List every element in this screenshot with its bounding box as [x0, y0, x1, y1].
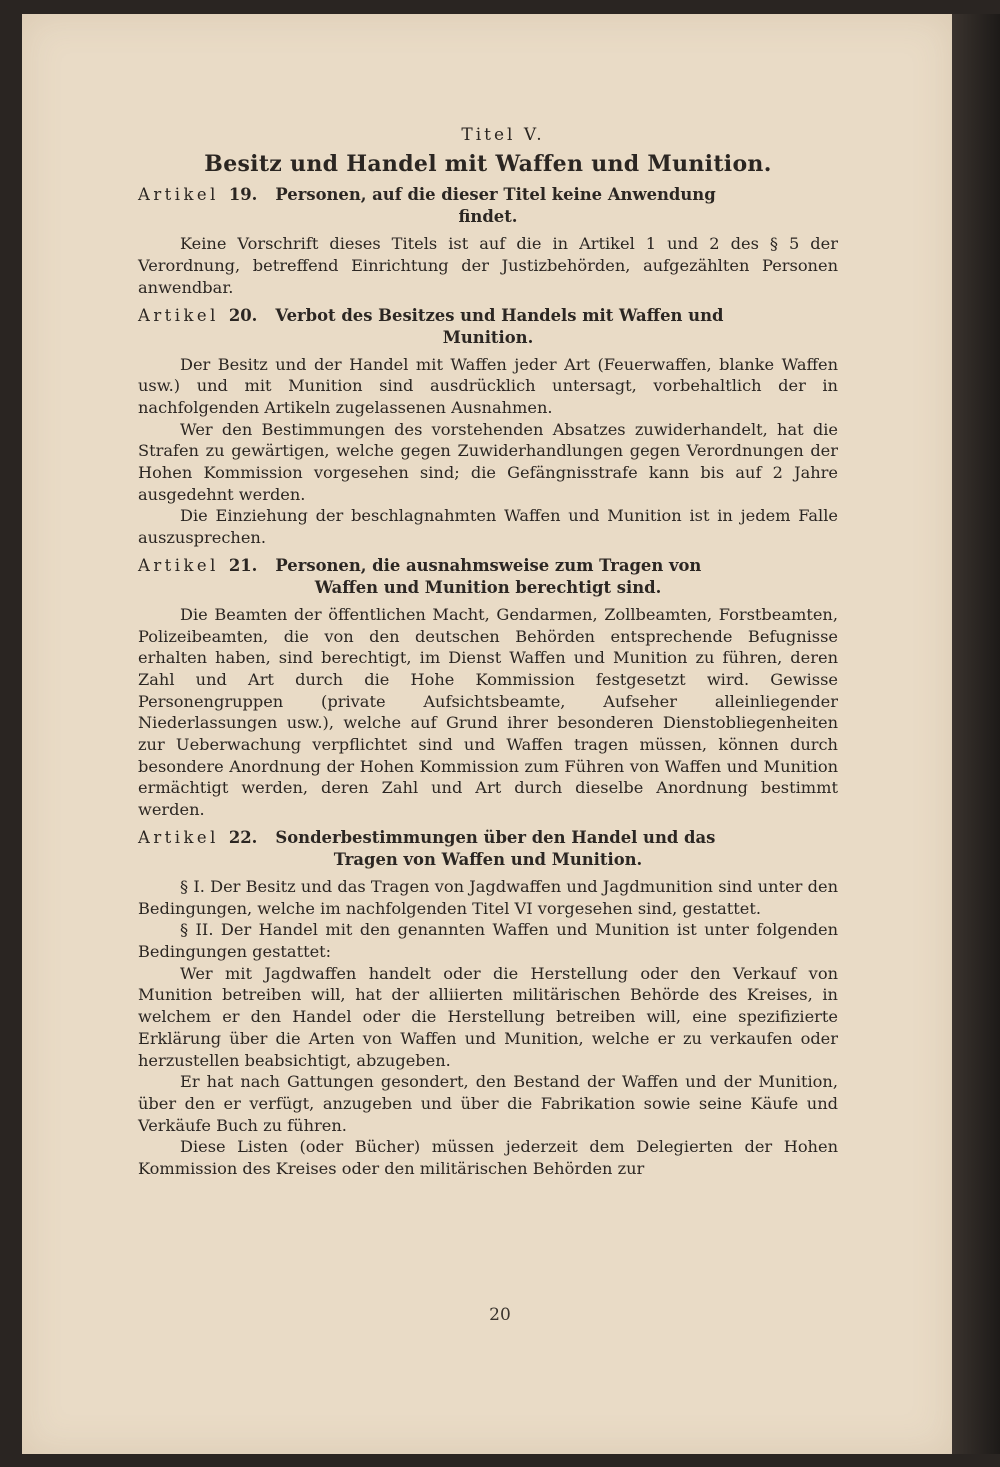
article-title: Personen, die ausnahmsweise zum Tragen von: [275, 555, 702, 575]
paragraph: § II. Der Handel mit den genannten Waffen und Munition ist unter folgenden Bedingungen gestattet:: [138, 920, 838, 961]
main-heading: Besitz und Handel mit Waffen und Munition.: [204, 150, 772, 177]
article-title: Personen, auf die dieser Titel keine Anwendung: [275, 185, 716, 205]
article-number: 19.: [228, 185, 258, 205]
article-21: [138, 555, 838, 821]
article-label: Artikel: [138, 185, 219, 205]
article-number: 21.: [228, 555, 258, 575]
page-edge: [952, 14, 1000, 1454]
page-content: [138, 125, 838, 1180]
article-title-continued: findet.: [458, 207, 518, 227]
article-20: [138, 305, 838, 549]
article-heading: [138, 555, 838, 599]
article-number: 20.: [228, 305, 258, 325]
paragraph: Die Einziehung der beschlagnahmten Waffen und Munition ist in jedem Falle auszusprechen.: [138, 506, 838, 548]
article-title-continued: Munition.: [442, 327, 534, 347]
article-label: Artikel: [138, 827, 219, 847]
paragraph: Der Besitz und der Handel mit Waffen jeder Art (Feuerwaffen, blanke Waffen usw.) und mit Munition sind ausdrücklich untersagt, vorbehaltlich der in nachfolgenden Artikeln zugelassenen Ausnahmen.: [138, 354, 838, 417]
article-19: [138, 184, 838, 298]
paragraph: Keine Vorschrift dieses Titels ist auf die in Artikel 1 und 2 des § 5 der Verordnung, betreffend Einrichtung der Justizbehörden, aufgezählten Personen anwendbar.: [138, 234, 838, 297]
article-22: [138, 827, 838, 1180]
title-line: Titel V.: [461, 125, 545, 145]
page-number: 20: [489, 1305, 511, 1325]
article-title: Verbot des Besitzes und Handels mit Waffen und: [275, 305, 724, 325]
article-title-continued: Waffen und Munition berechtigt sind.: [314, 577, 662, 597]
article-heading: [138, 827, 838, 871]
paragraph: § I. Der Besitz und das Tragen von Jagdwaffen und Jagdmunition sind unter den Bedingungen, welche im nachfolgenden Titel VI vorgesehen sind, gestattet.: [138, 876, 838, 918]
paragraph: Diese Listen (oder Bücher) müssen jederzeit dem Delegierten der Hohen Kommission des Kreises oder den militärischen Behörden zur: [138, 1137, 838, 1179]
article-heading: [138, 184, 838, 228]
paragraph: Er hat nach Gattungen gesondert, den Bestand der Waffen und der Munition, über den er verfügt, anzugeben und über die Fabrikation sowie seine Käufe und Verkäufe Buch zu führen.: [138, 1072, 838, 1135]
paragraph: Die Beamten der öffentlichen Macht, Gendarmen, Zollbeamten, Forstbeamten, Polizeibeamten, die von den deutschen Behörden entsprechende Befugnisse erhalten haben, sind berechtigt, im Dienst Waffen und Munition zu führen, deren Zahl und Art durch die Hohe Kommission festgesetzt wird. Gewisse Personengruppen (private Aufsichtsbeamte, Aufseher alleinliegender Niederlassungen usw.), welche auf Grund ihrer besonderen Dienstobliegenheiten zur Ueberwachung verpflichtet sind und Waffen tragen müssen, können durch besondere Anordnung der Hohen Kommission zum Führen von Waffen und Munition ermächtigt werden, deren Zahl und Art durch dieselbe Anordnung bestimmt werden.: [138, 604, 838, 820]
article-label: Artikel: [138, 305, 219, 325]
article-heading: [138, 305, 838, 349]
article-title: Sonderbestimmungen über den Handel und das: [275, 827, 716, 847]
paragraph: Wer mit Jagdwaffen handelt oder die Herstellung oder den Verkauf von Munition betreiben will, hat der alliierten militärischen Behörde des Kreises, in welchem er den Handel oder die Herstellung betreiben will, eine spezifizierte Erklärung über die Arten von Waffen und Munition, welche er zu verkaufen oder herzustellen beabsichtigt, abzugeben.: [138, 963, 838, 1070]
article-label: Artikel: [138, 555, 219, 575]
article-number: 22.: [228, 827, 258, 847]
paragraph: Wer den Bestimmungen des vorstehenden Absatzes zuwiderhandelt, hat die Strafen zu gewärtigen, welche gegen Zuwiderhandlungen gegen Verordnungen der Hohen Kommission vorgesehen sind; die Gefängnisstrafe kann bis auf 2 Jahre ausgedehnt werden.: [138, 419, 838, 504]
article-title-continued: Tragen von Waffen und Munition.: [333, 849, 643, 869]
